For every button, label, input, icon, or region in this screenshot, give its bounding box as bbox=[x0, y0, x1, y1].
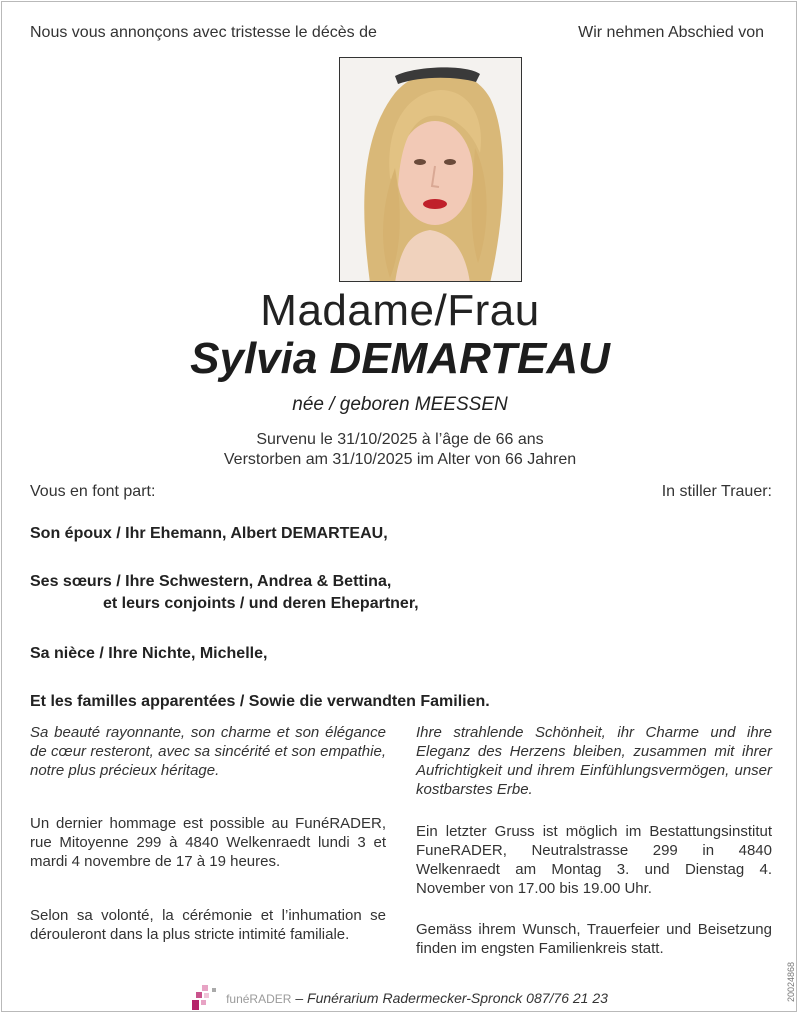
footer bbox=[0, 985, 800, 1014]
funerader-logo-icon bbox=[192, 985, 220, 1014]
death-dates bbox=[0, 430, 800, 470]
visit-de: Ein letzter Gruss ist möglich im Bestattungsinstitut FuneRADER, Neutralstrasse 299 in 4840 Welkenraedt am Montag 3. und Dienstag 4. November von 17.00 bis 19.00 Uhr. bbox=[416, 823, 772, 897]
footer-brand: funéRADER bbox=[226, 992, 292, 1007]
text-column-fr bbox=[30, 723, 386, 780]
family-niece: Sa nièce / Ihre Nichte, Michelle, bbox=[30, 645, 268, 662]
intro-fr: Vous en font part: bbox=[30, 483, 156, 500]
maiden-name: née / geboren MEESSEN bbox=[292, 394, 508, 415]
deceased-name: Sylvia DEMARTEAU bbox=[190, 334, 610, 383]
visit-column-de bbox=[416, 822, 772, 898]
portrait-photo bbox=[339, 57, 522, 282]
tribute-de: Ihre strahlende Schönheit, ihr Charme und ihre Eleganz des Herzens bleiben, zusammen mit ihrer Aufrichtigkeit und ihrem Einfühlungsvermögen, unser kostbarstes Erbe. bbox=[416, 724, 772, 798]
tribute-fr: Sa beauté rayonnante, son charme et son élégance de cœur resteront, avec sa sincérité et son empathie, notre plus précieux héritage. bbox=[30, 724, 386, 779]
family-sisters: Ses sœurs / Ihre Schwestern, Andrea & Bettina, bbox=[30, 573, 392, 590]
intro-de: In stiller Trauer: bbox=[661, 483, 772, 500]
honorific-title: Madame/Frau bbox=[260, 286, 540, 335]
family-partners: et leurs conjoints / und deren Ehepartner, bbox=[103, 595, 419, 612]
family-relatives: Et les familles apparentées / Sowie die verwandten Familien. bbox=[30, 693, 490, 710]
death-date-fr: Survenu le 31/10/2025 à l’âge de 66 ans bbox=[256, 431, 544, 448]
family-spouse: Son époux / Ihr Ehemann, Albert DEMARTEAU, bbox=[30, 525, 388, 542]
portrait-image bbox=[340, 58, 522, 282]
ceremony-column-fr bbox=[30, 906, 386, 944]
visit-column-fr bbox=[30, 814, 386, 871]
ceremony-de: Gemäss ihrem Wunsch, Trauerfeier und Beisetzung finden im engsten Familienkreis statt. bbox=[416, 921, 772, 957]
text-column-de bbox=[416, 723, 772, 799]
announcement-de: Wir nehmen Abschied von bbox=[578, 24, 764, 41]
footer-contact: – Funérarium Radermecker-Spronck 087/76 21 23 bbox=[295, 990, 608, 1007]
reference-number: 20024868 bbox=[786, 962, 796, 1003]
ceremony-column-de bbox=[416, 920, 772, 958]
visit-fr: Un dernier hommage est possible au FunéRADER, rue Mitoyenne 299 à 4840 Welkenraedt lundi 3 et mardi 4 novembre de 17 à 19 heures. bbox=[30, 815, 386, 870]
announcement-fr: Nous vous annonçons avec tristesse le décès de bbox=[30, 24, 377, 41]
ceremony-fr: Selon sa volonté, la cérémonie et l’inhumation se dérouleront dans la plus stricte intimité familiale. bbox=[30, 907, 386, 943]
death-date-de: Verstorben am 31/10/2025 im Alter von 66 Jahren bbox=[223, 451, 577, 468]
